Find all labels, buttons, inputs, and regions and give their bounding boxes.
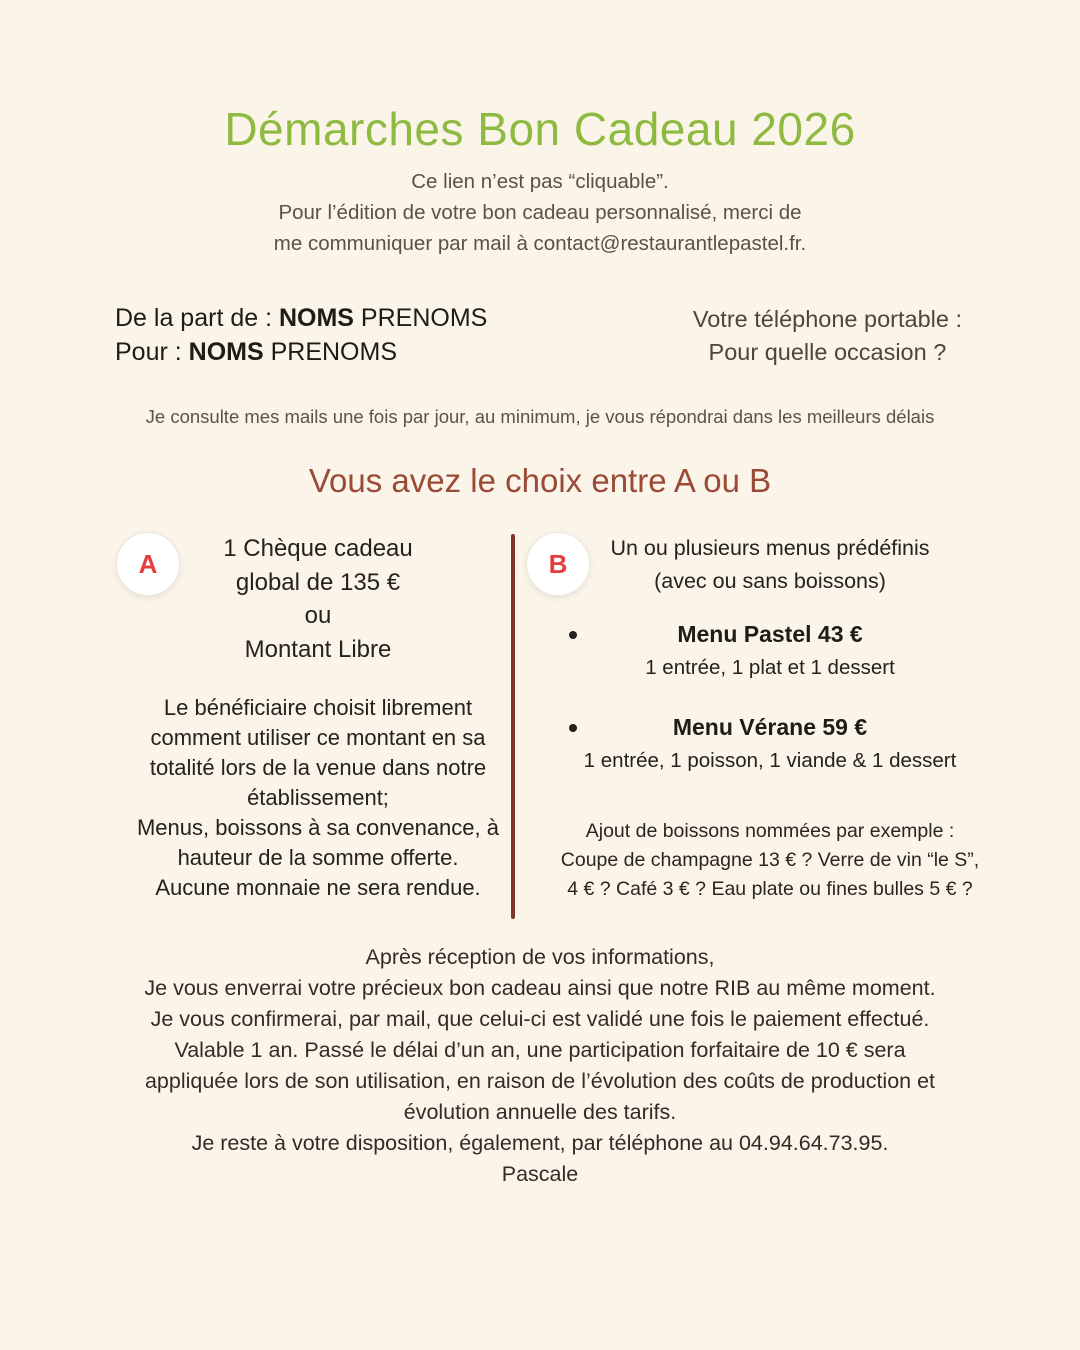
- option-a-body-line: Aucune monnaie ne sera rendue.: [155, 875, 481, 900]
- closing-block: [0, 942, 1080, 1190]
- option-a-intro-line: global de 135 €: [235, 568, 401, 596]
- option-b-badge: B: [526, 532, 590, 596]
- subtitle-line: Ce lien n’est pas “cliquable”.: [411, 170, 669, 193]
- closing-line: Après réception de vos informations,: [365, 945, 715, 969]
- option-a-body-line: établissement;: [247, 785, 389, 810]
- option-a-body-line: Le bénéficiaire choisit librement: [163, 695, 473, 720]
- drinks-note: [545, 817, 995, 904]
- menu-verane-item: [545, 712, 995, 776]
- for-line: Pour : NOMS PRENOMS: [115, 338, 398, 366]
- names-block: [115, 301, 487, 369]
- option-a-intro-line: ou: [304, 602, 332, 629]
- option-a-intro-line: Montant Libre: [244, 635, 392, 663]
- option-a-intro-line: 1 Chèque cadeau: [223, 535, 413, 562]
- option-a-body: [118, 693, 518, 903]
- page-title: Démarches Bon Cadeau 2026: [224, 103, 856, 155]
- option-a-column: [118, 532, 518, 903]
- option-b-intro: [545, 532, 995, 598]
- closing-line: Je vous confirmerai, par mail, que celui-ci est validé une fois le paiement effectué.: [150, 1007, 930, 1031]
- bullet-icon: [569, 724, 577, 732]
- choice-heading: Vous avez le choix entre A ou B: [308, 462, 772, 499]
- subtitle-line: me communiquer par mail à contact@restaurantlepastel.fr.: [273, 232, 807, 255]
- menu-verane-name: Menu Vérane 59 €: [672, 714, 868, 740]
- closing-line: Je reste à votre disposition, également, par téléphone au 04.94.64.73.95.: [191, 1131, 889, 1155]
- options-section: [0, 526, 1080, 926]
- phone-question: Votre téléphone portable :: [692, 306, 962, 332]
- drinks-note-line: 4 € ? Café 3 € ? Eau plate ou fines bulles 5 € ?: [567, 878, 973, 900]
- menu-pastel-name: Menu Pastel 43 €: [677, 621, 863, 647]
- from-noms: NOMS: [278, 304, 354, 332]
- option-a-body-line: totalité lors de la venue dans notre: [149, 755, 487, 780]
- closing-line: évolution annuelle des tarifs.: [403, 1100, 677, 1124]
- menu-verane-desc: 1 entrée, 1 poisson, 1 viande & 1 dessert: [583, 749, 957, 772]
- sender-info-row: [0, 301, 1080, 369]
- option-a-body-line: comment utiliser ce montant en sa: [150, 725, 486, 750]
- closing-line: appliquée lors de son utilisation, en raison de l’évolution des coûts de production et: [144, 1069, 936, 1093]
- option-a-badge: A: [116, 532, 180, 596]
- for-noms: NOMS: [188, 338, 264, 366]
- menu-pastel-item: [545, 619, 995, 683]
- closing-line: Je vous enverrai votre précieux bon cadeau ainsi que notre RIB au même moment.: [144, 976, 936, 1000]
- option-b-intro-line: Un ou plusieurs menus prédéfinis: [610, 536, 930, 560]
- option-a-intro: [118, 532, 518, 666]
- bullet-icon: [569, 631, 577, 639]
- subtitle-line: Pour l’édition de votre bon cadeau personnalisé, merci de: [278, 201, 802, 224]
- mail-check-note: Je consulte mes mails une fois par jour, au minimum, je vous répondrai dans les meilleurs délais: [145, 406, 935, 427]
- option-b-column: [545, 532, 995, 904]
- from-line: De la part de : NOMS PRENOMS: [115, 304, 488, 332]
- option-a-body-line: Menus, boissons à sa convenance, à: [136, 815, 499, 840]
- closing-line: Pascale: [501, 1162, 579, 1186]
- contact-questions-block: [693, 301, 962, 369]
- drinks-note-line: Ajout de boissons nommées par exemple :: [585, 820, 955, 842]
- menu-pastel-desc: 1 entrée, 1 plat et 1 dessert: [645, 656, 895, 679]
- option-b-intro-line: (avec ou sans boissons): [654, 569, 886, 593]
- occasion-question: Pour quelle occasion ?: [708, 339, 947, 365]
- subtitle-block: [0, 166, 1080, 259]
- closing-line: Valable 1 an. Passé le délai d’un an, une participation forfaitaire de 10 € sera: [174, 1038, 906, 1062]
- drinks-note-line: Coupe de champagne 13 € ? Verre de vin “le S”,: [560, 849, 980, 871]
- option-a-body-line: hauteur de la somme offerte.: [177, 845, 459, 870]
